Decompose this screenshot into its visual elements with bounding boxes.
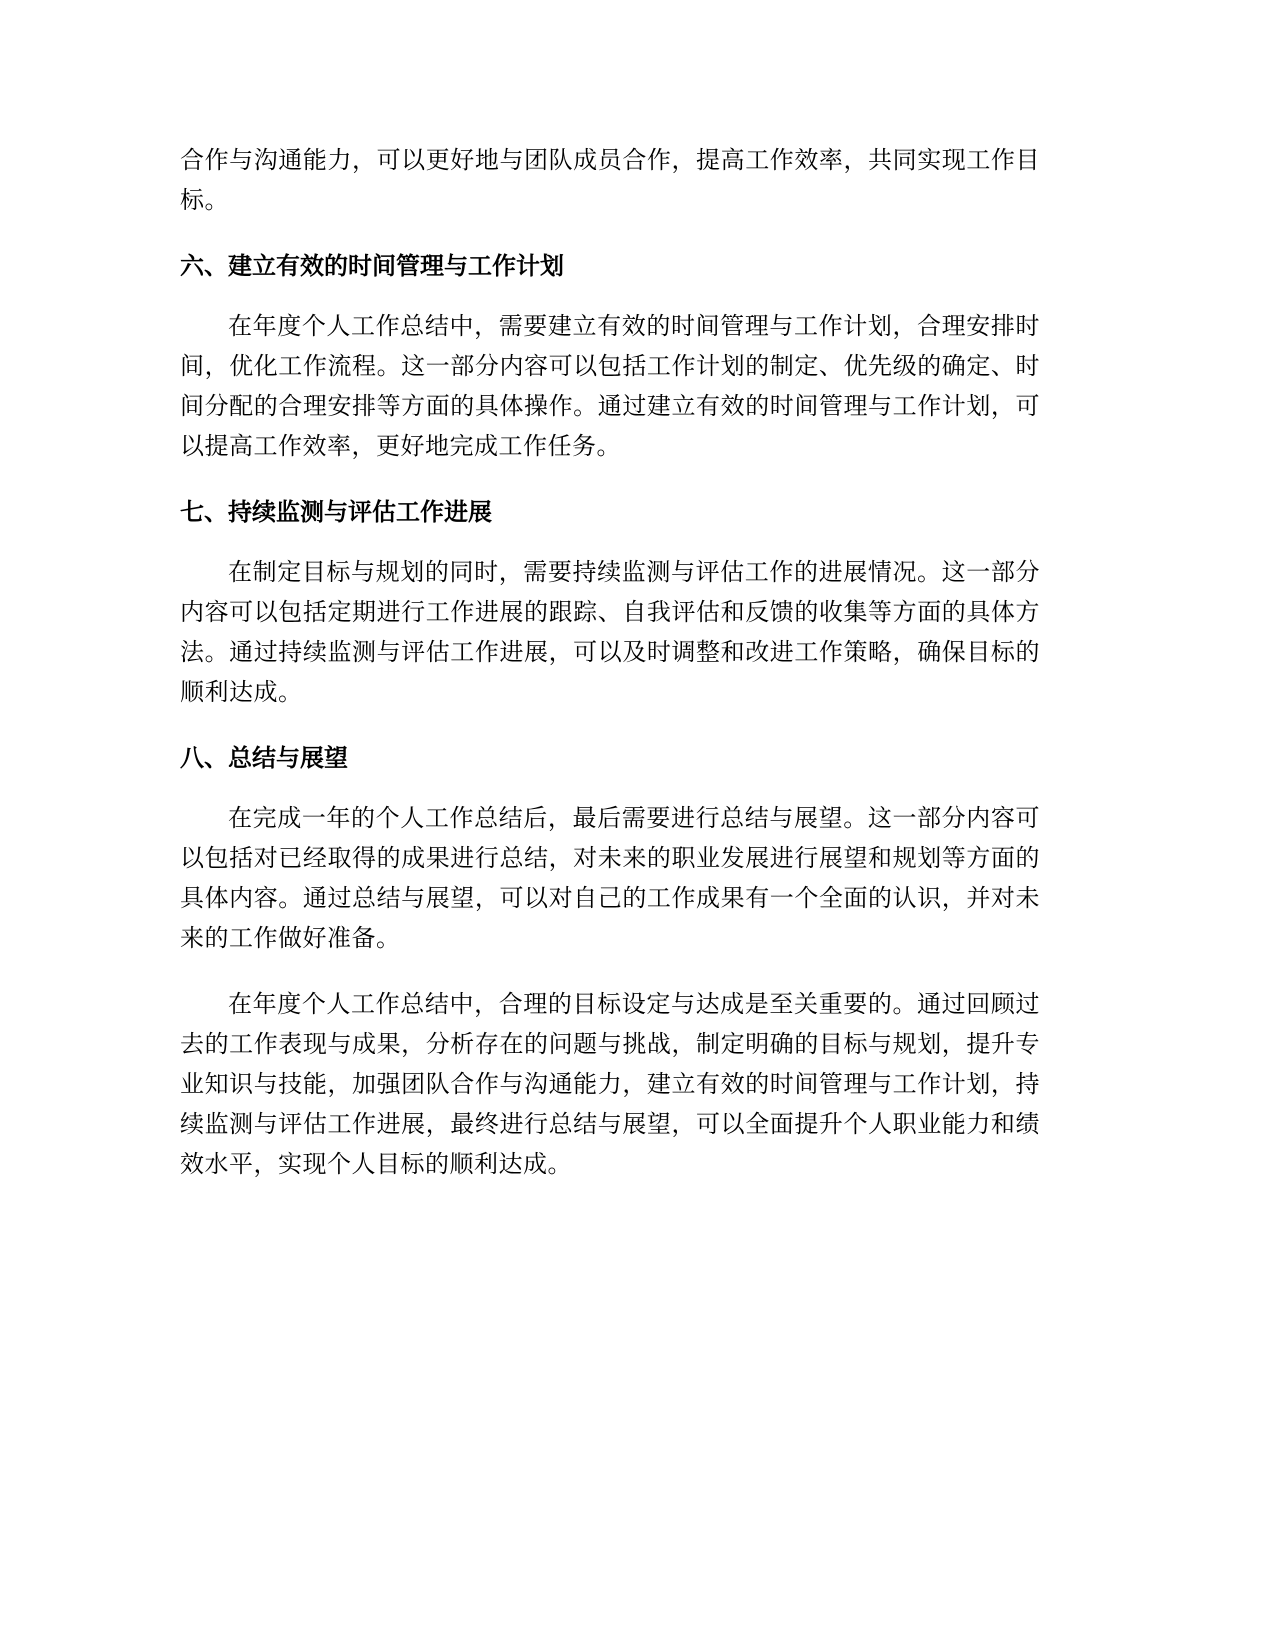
conclusion-paragraph: 在年度个人工作总结中，合理的目标设定与达成是至关重要的。通过回顾过去的工作表现与成果，分析存在的问题与挑战，制定明确的目标与规划，提升专业知识与技能，加强团队合作与沟通能力，建立有效的时间管理与工作计划，持续监测与评估工作进展，最终进行总结与展望，可以全面提升个人职业能力和绩效水平，实现个人目标的顺利达成。 xyxy=(180,990,1040,1178)
section-heading-6: 六、建立有效的时间管理与工作计划 xyxy=(180,252,564,280)
section-heading-8: 八、总结与展望 xyxy=(180,744,348,772)
section-body-6: 在年度个人工作总结中，需要建立有效的时间管理与工作计划，合理安排时间，优化工作流程。这一部分内容可以包括工作计划的制定、优先级的确定、时间分配的合理安排等方面的具体操作。通过建立有效的时间管理与工作计划，可以提高工作效率，更好地完成工作任务。 xyxy=(180,312,1040,460)
document-body xyxy=(180,140,1040,1184)
section-body-8: 在完成一年的个人工作总结后，最后需要进行总结与展望。这一部分内容可以包括对已经取得的成果进行总结，对未来的职业发展进行展望和规划等方面的具体内容。通过总结与展望，可以对自己的工作成果有一个全面的认识，并对未来的工作做好准备。 xyxy=(180,804,1040,952)
section-heading-7: 七、持续监测与评估工作进展 xyxy=(180,498,492,526)
continuation-paragraph: 合作与沟通能力，可以更好地与团队成员合作，提高工作效率，共同实现工作目标。 xyxy=(180,146,1040,214)
section-body-7: 在制定目标与规划的同时，需要持续监测与评估工作的进展情况。这一部分内容可以包括定期进行工作进展的跟踪、自我评估和反馈的收集等方面的具体方法。通过持续监测与评估工作进展，可以及时调整和改进工作策略，确保目标的顺利达成。 xyxy=(180,558,1040,706)
